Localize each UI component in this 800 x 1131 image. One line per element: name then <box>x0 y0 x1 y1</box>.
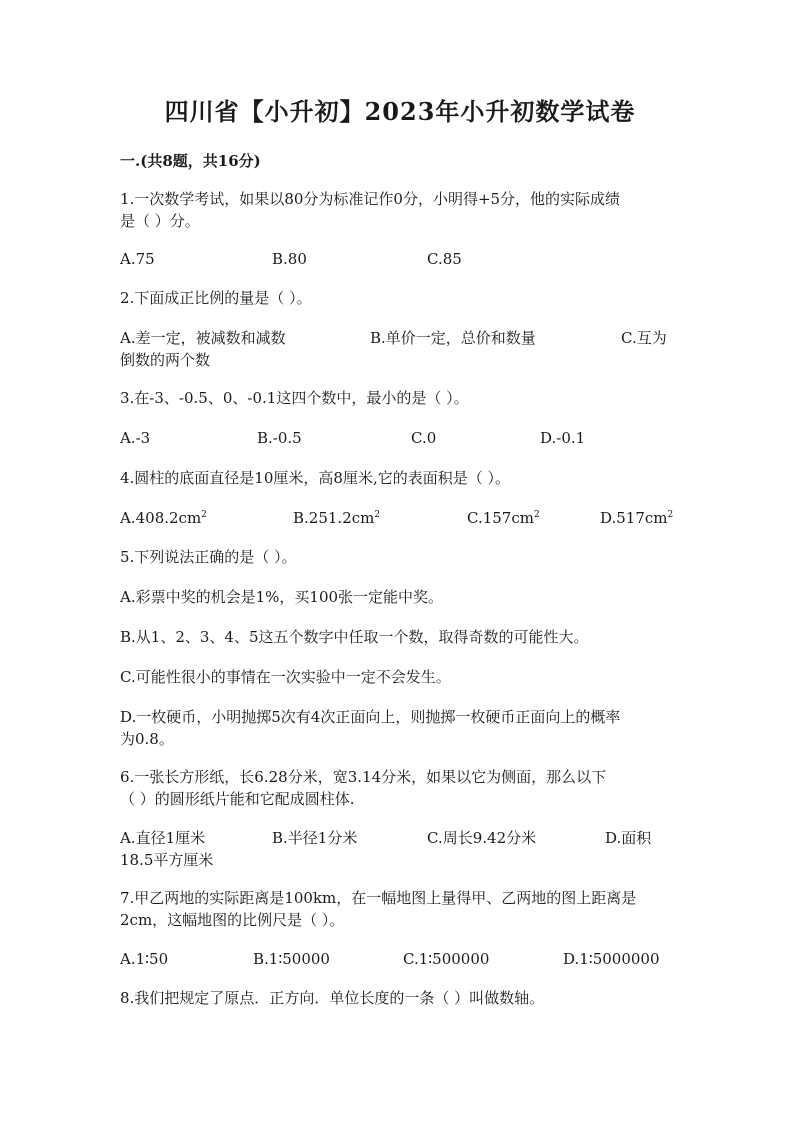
question-4-option-c <box>467 507 540 529</box>
question-2-option-a: A.差一定，被减数和减数 <box>120 329 286 347</box>
question-3-option-c: C.0 <box>411 429 437 447</box>
question-1-line-2: 是（ ）分。 <box>120 212 200 230</box>
page-title: 四川省【小升初】2023年小升初数学试卷 <box>164 97 636 126</box>
question-2-option-c-wrap: 倒数的两个数 <box>120 351 211 369</box>
question-5-option-d-line-1: D.一枚硬币，小明抛掷5次有4次正面向上，则抛掷一枚硬币正面向上的概率 <box>120 708 621 726</box>
question-5-option-b: B.从1、2、3、4、5这五个数字中任取一个数，取得奇数的可能性大。 <box>120 628 589 646</box>
question-8-line-1: 8.我们把规定了原点．正方向．单位长度的一条（ ）叫做数轴。 <box>120 989 545 1007</box>
question-5-line-1: 5.下列说法正确的是（ ）。 <box>120 548 297 566</box>
question-1-option-c: C.85 <box>427 250 462 268</box>
question-2-line-1: 2.下面成正比例的量是（ ）。 <box>120 289 312 307</box>
question-5-option-a: A.彩票中奖的机会是1%，买100张一定能中奖。 <box>120 588 444 606</box>
question-4-option-d <box>600 507 673 529</box>
unit-superscript: 2 <box>533 510 540 520</box>
unit-superscript: 2 <box>374 510 381 520</box>
question-3-option-a: A.-3 <box>120 429 151 447</box>
question-4-option-b <box>293 507 380 529</box>
question-5-option-c: C.可能性很小的事情在一次实验中一定不会发生。 <box>120 668 451 686</box>
question-6-line-1: 6.一张长方形纸，长6.28分米，宽3.14分米，如果以它为侧面，那么以下 <box>120 768 607 786</box>
option-text: C.157cm <box>467 509 534 527</box>
question-6-option-d-wrap: 18.5平方厘米 <box>120 851 214 869</box>
question-6-option-a: A.直径1厘米 <box>120 829 206 847</box>
question-4-line-1: 4.圆柱的底面直径是10厘米，高8厘米,它的表面积是（ ）。 <box>120 469 510 487</box>
option-text: B.251.2cm <box>293 509 375 527</box>
question-6-option-b: B.半径1分米 <box>272 829 358 847</box>
question-1-option-b: B.80 <box>272 250 307 268</box>
question-3-line-1: 3.在-3、-0.5、0、-0.1这四个数中，最小的是（ ）。 <box>120 389 469 407</box>
option-text: D.517cm <box>600 509 668 527</box>
question-6-line-2: （ ）的圆形纸片能和它配成圆柱体. <box>120 790 355 808</box>
section-heading: 一.(共8题，共16分) <box>120 152 261 170</box>
unit-superscript: 2 <box>667 510 674 520</box>
question-3-option-b: B.-0.5 <box>257 429 302 447</box>
question-7-line-2: 2cm，这幅地图的比例尺是（ ）。 <box>120 911 345 929</box>
question-7-option-c: C.1∶500000 <box>403 950 490 968</box>
question-6-option-c: C.周长9.42分米 <box>427 829 537 847</box>
question-6-option-d: D.面积 <box>605 829 652 847</box>
question-7-option-d: D.1∶5000000 <box>563 950 660 968</box>
question-2-option-b: B.单价一定，总价和数量 <box>370 329 536 347</box>
question-1-option-a: A.75 <box>120 250 155 268</box>
unit-superscript: 2 <box>201 510 207 520</box>
question-7-option-a: A.1∶50 <box>120 950 169 968</box>
question-3-option-d: D.-0.1 <box>540 429 586 447</box>
question-7-line-1: 7.甲乙两地的实际距离是100km，在一幅地图上量得甲、乙两地的图上距离是 <box>120 889 637 907</box>
option-text: A.408.2cm <box>120 509 202 527</box>
question-5-option-d-line-2: 为0.8。 <box>120 730 174 748</box>
question-4-option-a <box>120 507 207 529</box>
question-2-option-c: C.互为 <box>621 329 667 347</box>
question-1-line-1: 1.一次数学考试，如果以80分为标准记作0分，小明得+5分，他的实际成绩 <box>120 190 621 208</box>
question-7-option-b: B.1∶50000 <box>253 950 330 968</box>
